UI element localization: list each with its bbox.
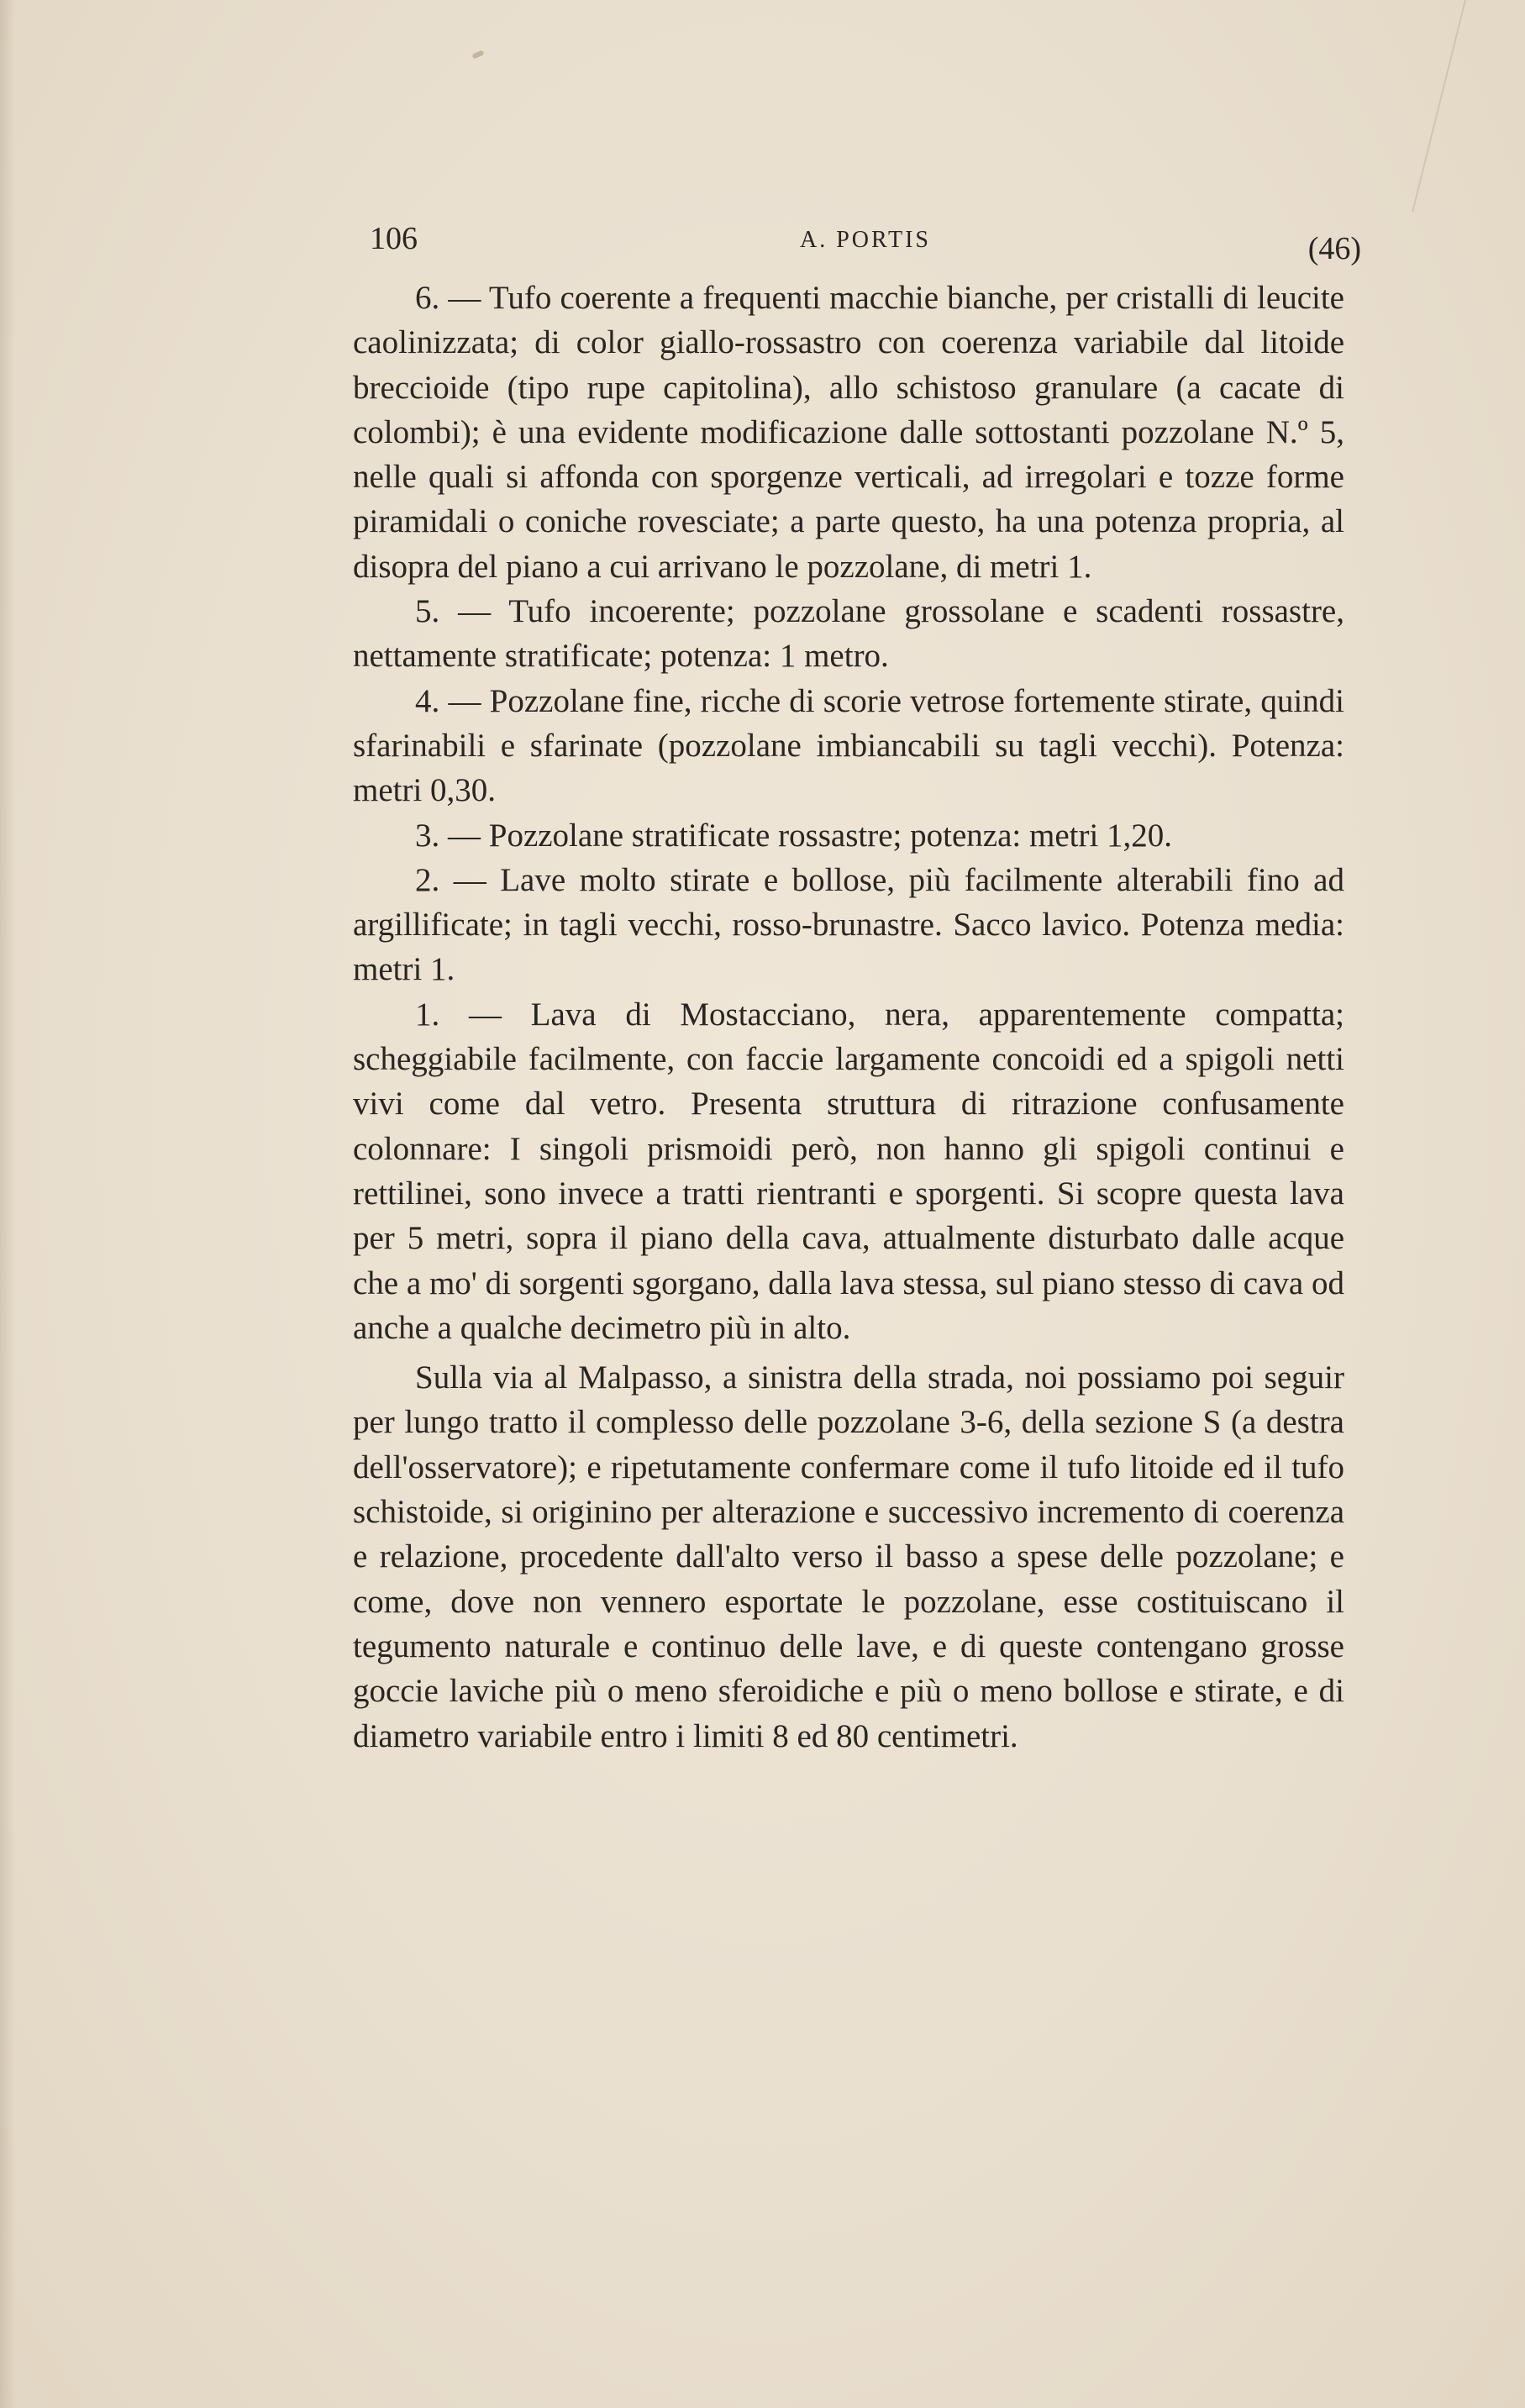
paragraph-layer-3: 3. — Pozzolane stratificate rossastre; potenza: metri 1,20. [415,817,1173,854]
running-header [370,220,1361,271]
page-crease [1412,0,1466,213]
body-text [353,276,1344,1759]
paragraph-layer-1: 1. — Lava di Mostacciano, nera, apparentemente compatta; scheggiabile facilmente, con faccie largamente concoidi ed a spigoli netti vivi come dal vetro. Presenta struttura di ritrazione confusamente colonnare: I singoli prismoidi però, non hanno gli spigoli continui e rettilinei, sono invece a tratti rientranti e sporgenti. Si scopre questa lava per 5 metri, sopra il piano della cava, attualmente disturbato dalle acque che a mo' di sorgenti sgorgano, dalla lava stessa, sul piano stesso di cava od anche a qualche decimetro più in alto. [353,996,1344,1346]
section-number: (46) [1307,231,1361,266]
paragraph-layer-4: 4. — Pozzolane fine, ricche di scorie vetrose fortemente stirate, quindi sfarinabili e sfarinate (pozzolane imbiancabili su tagli vecchi). Potenza: metri 0,30. [353,682,1344,809]
paragraph-layer-5: 5. — Tufo incoerente; pozzolane grossolane e scadenti rossastre, nettamente stratificate; potenza: 1 metro. [353,593,1344,675]
page-number: 106 [370,221,418,256]
running-head-author: A. PORTIS [799,227,931,253]
paragraph-malpasso: Sulla via al Malpasso, a sinistra della strada, noi possiamo poi seguir per lungo tratto il complesso delle pozzolane 3-6, della sezione S (a destra dell'osservatore); e ripetutamente confermare come il tufo litoide ed il tufo schistoide, si originino per alterazione e successivo incremento di coerenza e relazione, procedente dall'alto verso il basso a spese delle pozzolane; e come, dove non vennero esportate le pozzolane, esse costituiscano il tegumento naturale e continuo delle lave, e di queste contengano grosse goccie laviche più o meno sferoidiche e più o meno bollose e stirate, e di diametro variabile entro i limiti 8 ed 80 centimetri. [353,1359,1344,1754]
page-edge-shadow [0,0,15,2408]
paragraph-layer-6: 6. — Tufo coerente a frequenti macchie bianche, per cristalli di leucite caolinizzata; di color giallo-rossastro con coerenza variabile dal litoide breccioide (tipo rupe capitolina), allo schistoso granulare (a cacate di colombi); è una evidente modificazione dalle sottostanti pozzolane N.º 5, nelle quali si affonda con sporgenze verticali, ad irregolari e tozze forme piramidali o coniche rovesciate; a parte questo, ha una potenza propria, al disopra del piano a cui arrivano le pozzolane, di metri 1. [353,280,1344,585]
paper-blemish [471,50,484,59]
paragraph-layer-2: 2. — Lave molto stirate e bollose, più facilmente alterabili fino ad argillificate; in tagli vecchi, rosso-brunastre. Sacco lavico. Potenza media: metri 1. [353,861,1344,988]
